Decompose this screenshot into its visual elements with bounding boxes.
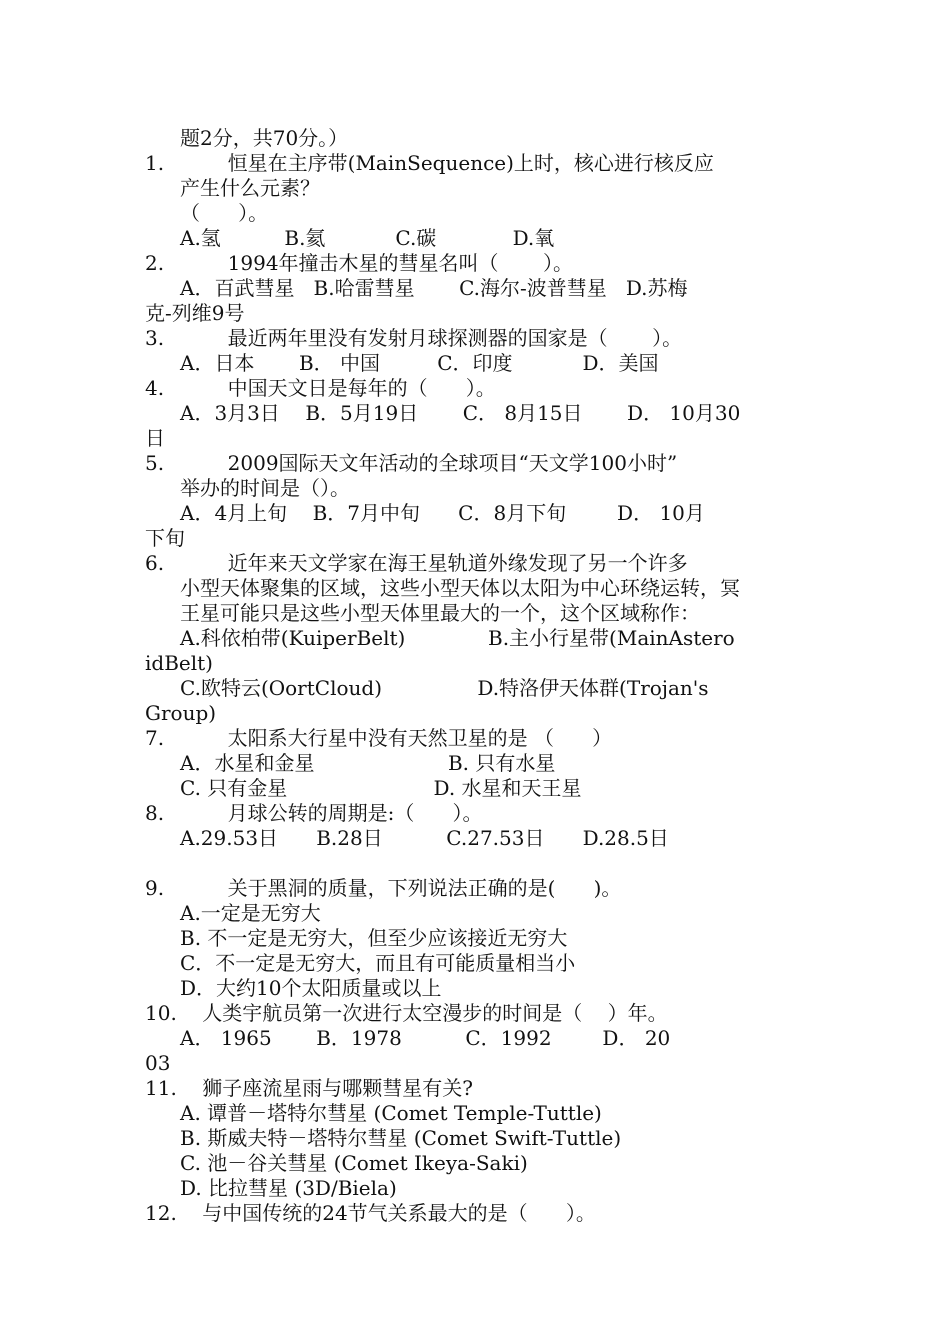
q3-stem: 3. 最近两年里没有发射月球探测器的国家是（ ）。 — [145, 326, 683, 350]
q4-options: A．3月3日 B．5月19日 C． 8月15日 D． 10月30 — [180, 401, 741, 425]
q6-options-cont: idBelt) — [145, 651, 213, 675]
q6-stem: 6. 近年来天文学家在海王星轨道外缘发现了另一个许多 — [145, 551, 688, 575]
q9-option-a: A.一定是无穷大 — [180, 901, 321, 925]
q9-option-d: D．大约10个太阳质量或以上 — [180, 976, 442, 1000]
q5-stem: 5. 2009国际天文年活动的全球项目“天文学100小时” — [145, 451, 678, 475]
q9-option-c: C．不一定是无穷大，而且有可能质量相当小 — [180, 951, 576, 975]
q6-options-cont: Group) — [145, 701, 217, 725]
q9-option-b: B. 不一定是无穷大，但至少应该接近无穷大 — [180, 926, 568, 950]
q7-stem: 7. 太阳系大行星中没有天然卫星的是 （ ） — [145, 726, 613, 750]
q5-options-cont: 下旬 — [145, 526, 185, 550]
q4-options-cont: 日 — [145, 426, 165, 450]
q9-stem: 9. 关于黑洞的质量，下列说法正确的是( )。 — [145, 876, 622, 900]
q2-stem: 2. 1994年撞击木星的彗星名叫（ ）。 — [145, 251, 574, 275]
q11-option-b: B. 斯威夫特－塔特尔彗星 (Comet Swift-Tuttle) — [180, 1126, 622, 1150]
q11-option-c: C. 池－谷关彗星 (Comet Ikeya-Saki) — [180, 1151, 528, 1175]
q5-options: A．4月上旬 B．7月中旬 C．8月下旬 D． 10月 — [180, 501, 705, 525]
q7-options: A．水星和金星 B. 只有水星 — [180, 751, 556, 775]
q2-options-cont: 克-列维9号 — [145, 301, 245, 325]
q1-blank: （ ）。 — [180, 201, 269, 225]
q2-options: A．百武彗星 B.哈雷彗星 C.海尔-波普彗星 D.苏梅 — [180, 276, 688, 300]
q8-options: A.29.53日 B.28日 C.27.53日 D.28.5日 — [180, 826, 669, 850]
q4-stem: 4. 中国天文日是每年的（ ）。 — [145, 376, 496, 400]
q11-stem: 11. 狮子座流星雨与哪颗彗星有关? — [145, 1076, 473, 1100]
q6-options: A.科依柏带(KuiperBelt) B.主小行星带(MainAstero — [180, 626, 735, 650]
q1-stem-cont: 产生什么元素？ — [180, 176, 320, 200]
q1-options: A.氢 B.氦 C.碳 D.氧 — [180, 226, 555, 250]
q5-stem-cont: 举办的时间是（）。 — [180, 476, 350, 500]
q8-stem: 8. 月球公转的周期是:（ ）。 — [145, 801, 483, 825]
q7-options: C. 只有金星 D. 水星和天王星 — [180, 776, 582, 800]
q10-stem: 10. 人类宇航员第一次进行太空漫步的时间是（ ）年。 — [145, 1001, 668, 1025]
q10-options-cont: 03 — [145, 1051, 171, 1075]
q12-stem: 12. 与中国传统的24节气关系最大的是（ ）。 — [145, 1201, 596, 1225]
q6-stem-cont: 王星可能只是这些小型天体里最大的一个，这个区域称作： — [180, 601, 700, 625]
q3-options: A．日本 B． 中国 C．印度 D．美国 — [180, 351, 659, 375]
q11-option-a: A. 谭普－塔特尔彗星 (Comet Temple-Tuttle) — [180, 1101, 602, 1125]
q11-option-d: D. 比拉彗星 (3D/Biela) — [180, 1176, 397, 1200]
header-line: 题2分，共70分。） — [180, 126, 349, 150]
q1-stem: 1. 恒星在主序带(MainSequence)上时，核心进行核反应 — [145, 151, 714, 175]
q6-stem-cont: 小型天体聚集的区域，这些小型天体以太阳为中心环绕运转，冥 — [180, 576, 740, 600]
q10-options: A． 1965 B．1978 C．1992 D． 20 — [180, 1026, 671, 1050]
q6-options: C.欧特云(OortCloud) D.特洛伊天体群(Trojan's — [180, 676, 709, 700]
